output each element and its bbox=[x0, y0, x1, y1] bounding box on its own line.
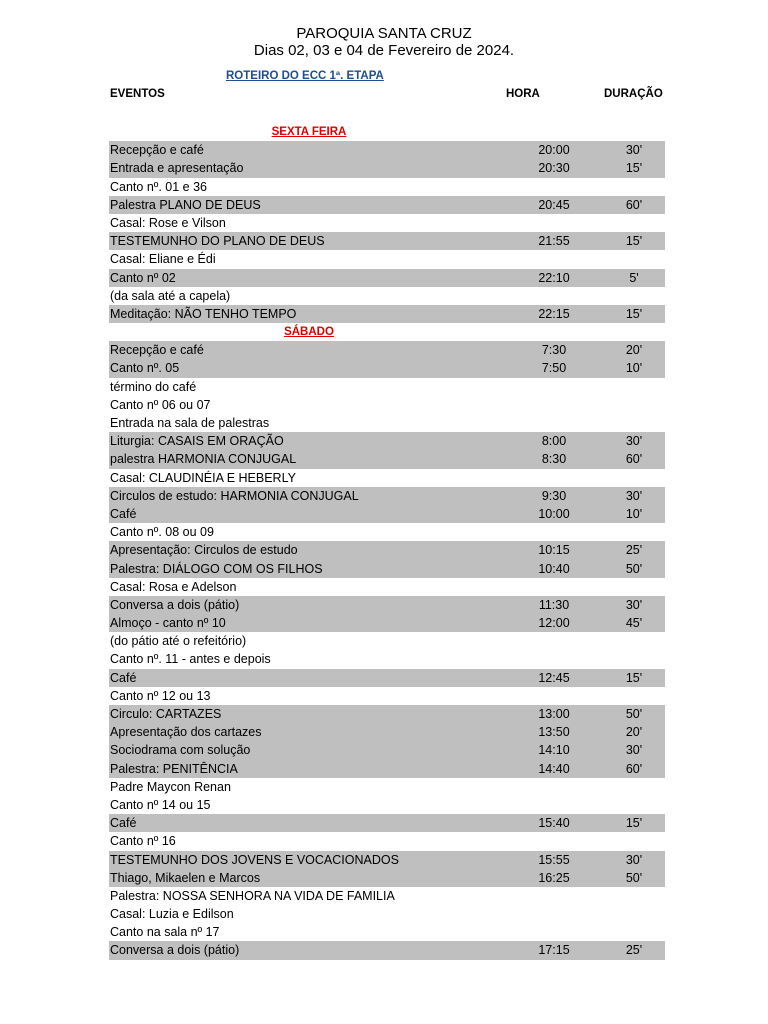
column-header-eventos: EVENTOS bbox=[110, 88, 165, 100]
event-name: Casal: Eliane e Édi bbox=[110, 252, 216, 267]
section-heading bbox=[109, 323, 665, 341]
event-duration: 30' bbox=[625, 488, 643, 503]
event-time: 8:30 bbox=[541, 452, 567, 467]
event-name: Entrada e apresentação bbox=[110, 161, 244, 176]
schedule-row bbox=[109, 796, 665, 814]
schedule-row bbox=[109, 469, 665, 487]
event-duration: 15' bbox=[625, 234, 643, 249]
event-name: Canto nº. 08 ou 09 bbox=[110, 525, 214, 540]
event-name: Canto nº 06 ou 07 bbox=[110, 397, 211, 412]
event-name: Apresentação dos cartazes bbox=[110, 725, 262, 740]
event-name: término do café bbox=[110, 379, 197, 394]
event-name: Palestra: NOSSA SENHORA NA VIDA DE FAMILIA bbox=[110, 888, 395, 903]
event-name: Canto nº. 01 e 36 bbox=[110, 179, 207, 194]
schedule-row bbox=[109, 341, 665, 359]
event-time: 11:30 bbox=[538, 597, 570, 612]
schedule-row bbox=[109, 178, 665, 196]
event-name: Canto nº 02 bbox=[110, 270, 176, 285]
event-time: 20:00 bbox=[538, 143, 570, 158]
schedule-row bbox=[109, 723, 665, 741]
event-time: 7:50 bbox=[541, 361, 567, 376]
schedule-row bbox=[109, 778, 665, 796]
schedule-row bbox=[109, 487, 665, 505]
event-name: Canto nº 16 bbox=[110, 834, 176, 849]
schedule-row bbox=[109, 578, 665, 596]
schedule-row bbox=[109, 505, 665, 523]
schedule-row bbox=[109, 832, 665, 850]
schedule-row bbox=[109, 378, 665, 396]
event-name: Canto nº. 11 - antes e depois bbox=[110, 652, 271, 667]
event-time: 15:40 bbox=[538, 816, 570, 831]
schedule-row bbox=[109, 905, 665, 923]
event-time: 14:10 bbox=[538, 743, 570, 758]
schedule-row bbox=[109, 523, 665, 541]
schedule-row bbox=[109, 396, 665, 414]
event-name: Palestra: DIÁLOGO COM OS FILHOS bbox=[110, 561, 323, 576]
event-time: 21:55 bbox=[538, 234, 570, 249]
event-time: 8:00 bbox=[541, 434, 567, 449]
event-time: 10:40 bbox=[538, 561, 570, 576]
event-name: Canto na sala nº 17 bbox=[110, 925, 220, 940]
schedule-row bbox=[109, 814, 665, 832]
event-name: Canto nº. 05 bbox=[110, 361, 180, 376]
event-duration: 30' bbox=[625, 743, 643, 758]
schedule-row bbox=[109, 414, 665, 432]
event-name: Palestra: PENITÊNCIA bbox=[110, 761, 238, 776]
schedule-row bbox=[109, 632, 665, 650]
schedule-row bbox=[109, 287, 665, 305]
event-name: Conversa a dois (pátio) bbox=[110, 597, 240, 612]
event-time: 15:55 bbox=[538, 852, 570, 867]
event-name: Entrada na sala de palestras bbox=[110, 416, 270, 430]
event-time: 20:30 bbox=[538, 161, 570, 176]
schedule-row bbox=[109, 232, 665, 250]
event-name: Café bbox=[110, 670, 137, 685]
section-label: SÁBADO bbox=[284, 326, 334, 339]
schedule-subtitle: ROTEIRO DO ECC 1ª. ETAPA bbox=[226, 70, 384, 82]
event-duration: 30' bbox=[625, 434, 643, 449]
event-time: 20:45 bbox=[538, 197, 570, 212]
event-duration: 5' bbox=[629, 270, 639, 285]
event-duration: 30' bbox=[625, 143, 643, 158]
event-name: Circulos de estudo: HARMONIA CONJUGAL bbox=[110, 488, 359, 503]
event-name: palestra HARMONIA CONJUGAL bbox=[110, 452, 297, 467]
schedule-row bbox=[109, 269, 665, 287]
event-duration: 25' bbox=[625, 943, 643, 958]
event-name: Casal: Rosa e Adelson bbox=[110, 579, 237, 594]
event-name: Casal: Luzia e Edilson bbox=[110, 907, 234, 922]
event-dates: Dias 02, 03 e 04 de Fevereiro de 2024. bbox=[253, 42, 515, 59]
event-name: Canto nº 12 ou 13 bbox=[110, 688, 211, 703]
event-duration: 60' bbox=[625, 761, 643, 776]
event-name: (da sala até a capela) bbox=[110, 288, 231, 303]
event-duration: 15' bbox=[625, 670, 643, 685]
event-name: TESTEMUNHO DO PLANO DE DEUS bbox=[110, 234, 325, 249]
schedule-row bbox=[109, 541, 665, 559]
event-name: Café bbox=[110, 816, 137, 831]
event-duration: 10' bbox=[625, 361, 643, 376]
event-duration: 45' bbox=[625, 616, 643, 631]
event-time: 12:45 bbox=[538, 670, 570, 685]
event-name: Casal: Rose e Vilson bbox=[110, 215, 226, 230]
section-label: SEXTA FEIRA bbox=[271, 126, 347, 138]
event-duration: 15' bbox=[625, 306, 643, 321]
event-duration: 50' bbox=[625, 870, 643, 885]
event-duration: 15' bbox=[625, 816, 643, 831]
schedule-row bbox=[109, 596, 665, 614]
schedule-row bbox=[109, 669, 665, 687]
schedule-row bbox=[109, 941, 665, 959]
event-duration: 50' bbox=[625, 561, 643, 576]
schedule-row bbox=[109, 359, 665, 377]
event-name: Liturgia: CASAIS EM ORAÇÃO bbox=[110, 434, 284, 449]
event-duration: 15' bbox=[625, 161, 643, 176]
schedule-row bbox=[109, 869, 665, 887]
schedule-row bbox=[109, 851, 665, 869]
event-name: Recepção e café bbox=[110, 143, 204, 158]
section-heading bbox=[109, 123, 665, 141]
event-duration: 30' bbox=[625, 597, 643, 612]
event-name: Thiago, Mikaelen e Marcos bbox=[110, 870, 261, 885]
event-duration: 60' bbox=[625, 452, 643, 467]
event-time: 22:10 bbox=[538, 270, 570, 285]
event-duration: 20' bbox=[625, 725, 643, 740]
column-header-hora: HORA bbox=[506, 88, 540, 100]
event-name: Circulo: CARTAZES bbox=[110, 707, 222, 721]
event-time: 17:15 bbox=[538, 943, 570, 958]
event-name: Casal: CLAUDINÉIA E HEBERLY bbox=[110, 470, 296, 485]
event-time: 10:00 bbox=[538, 506, 570, 521]
schedule-row bbox=[109, 196, 665, 214]
event-time: 13:50 bbox=[538, 725, 570, 740]
schedule-row bbox=[109, 250, 665, 268]
event-duration: 25' bbox=[625, 543, 643, 558]
event-time: 14:40 bbox=[538, 761, 570, 776]
event-time: 13:00 bbox=[538, 707, 570, 721]
schedule-row bbox=[109, 214, 665, 232]
event-duration: 10' bbox=[625, 506, 643, 521]
event-name: Conversa a dois (pátio) bbox=[110, 943, 240, 958]
event-name: (do pátio até o refeitório) bbox=[110, 634, 247, 649]
schedule-row bbox=[109, 432, 665, 450]
parish-title: PAROQUIA SANTA CRUZ bbox=[296, 25, 472, 42]
event-duration: 20' bbox=[625, 343, 643, 358]
schedule-row bbox=[109, 887, 665, 905]
event-time: 16:25 bbox=[538, 870, 570, 885]
schedule-row bbox=[109, 687, 665, 705]
event-name: Recepção e café bbox=[110, 343, 204, 358]
event-duration: 60' bbox=[625, 197, 643, 212]
event-time: 22:15 bbox=[538, 306, 570, 321]
schedule-row bbox=[109, 141, 665, 159]
schedule-row bbox=[109, 923, 665, 941]
schedule-row bbox=[109, 650, 665, 668]
schedule-row bbox=[109, 159, 665, 177]
column-header-duracao: DURAÇÃO bbox=[604, 88, 663, 100]
schedule-row bbox=[109, 705, 665, 723]
event-name: Almoço - canto nº 10 bbox=[110, 616, 226, 631]
schedule-row bbox=[109, 614, 665, 632]
schedule-row bbox=[109, 305, 665, 323]
schedule-row bbox=[109, 741, 665, 759]
schedule-row bbox=[109, 560, 665, 578]
event-name: TESTEMUNHO DOS JOVENS E VOCACIONADOS bbox=[110, 852, 399, 867]
event-time: 10:15 bbox=[538, 543, 570, 558]
schedule-row bbox=[109, 450, 665, 468]
schedule-row bbox=[109, 760, 665, 778]
event-name: Café bbox=[110, 506, 137, 521]
event-name: Sociodrama com solução bbox=[110, 743, 251, 758]
event-name: Meditação: NÃO TENHO TEMPO bbox=[110, 306, 297, 321]
schedule-table bbox=[109, 123, 665, 960]
event-time: 9:30 bbox=[541, 488, 567, 503]
event-time: 12:00 bbox=[538, 616, 570, 631]
event-name: Apresentação: Circulos de estudo bbox=[110, 543, 298, 558]
event-name: Padre Maycon Renan bbox=[110, 779, 231, 794]
event-name: Canto nº 14 ou 15 bbox=[110, 797, 211, 812]
event-time: 7:30 bbox=[541, 343, 567, 358]
event-name: Palestra PLANO DE DEUS bbox=[110, 197, 261, 212]
event-duration: 30' bbox=[625, 852, 643, 867]
event-duration: 50' bbox=[625, 707, 643, 721]
